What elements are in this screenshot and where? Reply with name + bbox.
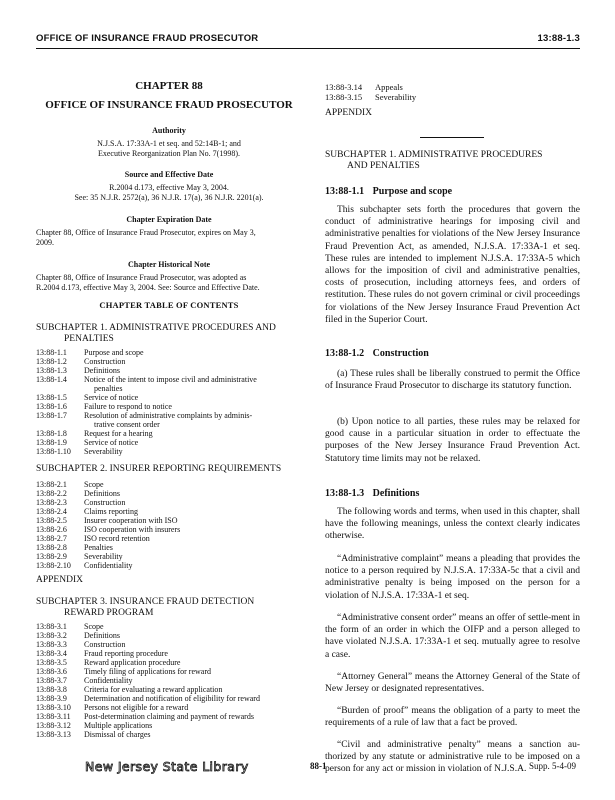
toc-item — [36, 676, 302, 685]
toc-item-number: 13:88-2.8 — [36, 543, 67, 552]
toc-subchapter-1-list — [36, 348, 302, 456]
toc-item — [36, 631, 302, 640]
toc-subchapter-3-line: SUBCHAPTER 3. INSURANCE FRAUD DETECTION — [36, 597, 255, 607]
toc-item-title-line: Notice of the intent to impose civil and administrative — [84, 375, 257, 384]
toc-item — [36, 525, 302, 534]
supplement-date: Supp. 5-4-09 — [529, 761, 576, 771]
toc-item-number: 13:88-3.2 — [36, 631, 67, 640]
page-footer — [0, 757, 615, 777]
section-1-3-paragraph: The following words and terms, when used in this chapter, shall have the following meanings, unless the context clearly indicates otherwise. — [325, 507, 580, 542]
toc-item — [36, 534, 302, 543]
section-number: 13:88-1.2 — [325, 348, 365, 359]
authority-line: N.J.S.A. 17:33A-1 et seq. and 52:14B-1; and — [97, 139, 241, 148]
toc-item-number: 13:88-2.2 — [36, 489, 67, 498]
toc-item-number: 13:88-1.6 — [36, 402, 67, 411]
toc-item — [36, 712, 302, 721]
toc-item-title: Insurer cooperation with ISO — [84, 516, 178, 525]
toc-subchapter-1-line: SUBCHAPTER 1. ADMINISTRATIVE PROCEDURES AND — [36, 323, 276, 333]
toc-item-number: 13:88-3.9 — [36, 694, 67, 703]
header-title: OFFICE OF INSURANCE FRAUD PROSECUTOR — [36, 33, 259, 44]
toc-item-title: Persons not eligible for a reward — [84, 703, 189, 712]
toc-item — [36, 429, 302, 438]
toc-item-title: Scope — [84, 622, 104, 631]
toc-item — [36, 507, 302, 516]
toc-item-title: Construction — [84, 640, 126, 649]
expiration-line: Chapter 88, Office of Insurance Fraud Prosecutor, expires on May 3, — [36, 228, 256, 237]
toc-item-number: 13:88-3.5 — [36, 658, 67, 667]
toc-item — [36, 375, 302, 393]
toc-item-title: Request for a hearing — [84, 429, 153, 438]
toc-item-title: Dismissal of charges — [84, 730, 151, 739]
toc-item — [36, 561, 302, 570]
toc-item-title-line: Resolution of administrative complaints by adminis- — [84, 411, 253, 420]
toc-item-title: Severability — [84, 552, 123, 561]
toc-item — [36, 480, 302, 489]
toc-item-number: 13:88-3.8 — [36, 685, 67, 694]
toc-item-title: Definitions — [84, 366, 120, 375]
source-text — [36, 183, 302, 203]
section-1-1-paragraph: This subchapter sets forth the procedures that govern the conduct of administrative hearings for imposing civil and administrative penalties for violations of the New Jersey Insurance Fraud Prevention Act, as amended, N.J.S.A. 17:33A-1 et seq. These rules are intended to implement N.J.S.A. 17:33A-5 which allows for the imposition of civil and administrative penalties, costs of prosecution, including attorneys fees, and orders of restitution. These rules do not govern criminal or civil proceedings for violations of the New Jersey Insurance Fraud Prevention Act filed in the Superior Court. — [325, 205, 580, 325]
toc-item — [36, 552, 302, 561]
toc-item-title — [84, 375, 302, 393]
toc-item-number: 13:88-3.7 — [36, 676, 67, 685]
chapter-number: CHAPTER 88 — [135, 80, 203, 92]
toc-item — [36, 640, 302, 649]
toc-item — [36, 498, 302, 507]
toc-item-number: 13:88-1.3 — [36, 366, 67, 375]
toc-item-number: 13:88-1.4 — [36, 375, 67, 384]
section-1-2-heading — [325, 348, 580, 359]
section-title: Purpose and scope — [372, 186, 453, 197]
toc-item-title: Claims reporting — [84, 507, 138, 516]
toc-item-number: 13:88-2.3 — [36, 498, 67, 507]
toc-item-number: 13:88-2.4 — [36, 507, 67, 516]
source-line: R.2004 d.173, effective May 3, 2004. — [109, 183, 229, 192]
definition-civil-administrative-penalty: “Civil and administrative penalty” means a sanction au-thorized by any statute or administrative rule to be imposed on a person for any act or mission in violation of N.J.S.A. — [325, 740, 580, 775]
section-divider — [420, 137, 484, 138]
authority-line: Executive Reorganization Plan No. 7(1998). — [97, 149, 241, 158]
toc-item-number: 13:88-2.7 — [36, 534, 67, 543]
section-number: 13:88-1.1 — [325, 186, 365, 197]
toc-subchapter-1-line: PENALTIES — [64, 334, 114, 344]
toc-subchapter-3-heading — [36, 597, 302, 619]
toc-item-title: Service of notice — [84, 438, 139, 447]
toc-item-number: 13:88-2.9 — [36, 552, 67, 561]
toc-item-number: 13:88-3.3 — [36, 640, 67, 649]
source-heading: Source and Effective Date — [124, 170, 214, 179]
toc-item-number: 13:88-1.5 — [36, 393, 67, 402]
toc-subchapter-2-appendix: APPENDIX — [36, 575, 83, 585]
toc-item-title — [84, 411, 302, 429]
header-section-number: 13:88-1.3 — [537, 33, 580, 44]
toc-item-title: Purpose and scope — [84, 348, 144, 357]
toc-item-title: Reward application procedure — [84, 658, 181, 667]
toc-item — [36, 685, 302, 694]
toc-item — [325, 92, 580, 102]
toc-item — [36, 402, 302, 411]
toc-item-title: Definitions — [84, 489, 120, 498]
header-rule — [36, 48, 580, 49]
definition-burden-of-proof: “Burden of proof” means the obligation of a party to meet the requirements of a rule of law that a fact be proved. — [325, 706, 580, 729]
expiration-line: 2009. — [36, 238, 54, 247]
toc-item-title: Confidentiality — [84, 676, 133, 685]
toc-item — [36, 694, 302, 703]
toc-item — [36, 649, 302, 658]
toc-item-number: 13:88-2.10 — [36, 561, 71, 570]
toc-item-number: 13:88-3.6 — [36, 667, 67, 676]
definition-administrative-complaint: “Administrative complaint” means a pleading that provides the notice to a person required by N.J.S.A. 17:33A-5c that a civil and administrative penalty is being imposed on the person for a violation of N.J.S.A. 17:33A-1 et seq. — [325, 554, 580, 601]
toc-item-number: 13:88-3.12 — [36, 721, 71, 730]
toc-item-title: Post-determination claiming and payment of rewards — [84, 712, 254, 721]
toc-item — [36, 543, 302, 552]
toc-item-number: 13:88-1.9 — [36, 438, 67, 447]
toc-item-title: Severability — [84, 447, 123, 456]
toc-item — [36, 730, 302, 739]
section-1-3-heading — [325, 488, 580, 499]
toc-item-number: 13:88-3.4 — [36, 649, 67, 658]
toc-item — [36, 357, 302, 366]
toc-item-title: ISO record retention — [84, 534, 150, 543]
section-1-2-paragraph-a: (a) These rules shall be liberally construed to permit the Office of Insurance Fraud Prosecutor to discharge its statutory function. — [325, 369, 580, 392]
running-header — [36, 33, 580, 47]
toc-item-title: Determination and notification of eligibility for reward — [84, 694, 260, 703]
toc-item — [36, 447, 302, 456]
subchapter-1-heading-line: AND PENALTIES — [347, 161, 420, 171]
toc-item-title: Confidentiality — [84, 561, 133, 570]
section-title: Definitions — [372, 488, 420, 499]
toc-item — [36, 393, 302, 402]
toc-item-title: Construction — [84, 357, 126, 366]
section-number: 13:88-1.3 — [325, 488, 365, 499]
section-1-1-heading — [325, 186, 580, 197]
toc-subchapter-2-list — [36, 480, 302, 570]
toc-item — [36, 721, 302, 730]
toc-item — [36, 622, 302, 631]
toc-item-number: 13:88-3.15 — [325, 92, 363, 102]
subchapter-1-heading — [325, 150, 580, 172]
authority-text — [36, 139, 302, 159]
toc-item — [325, 82, 580, 92]
toc-item-number: 13:88-1.1 — [36, 348, 67, 357]
historical-text — [36, 273, 302, 293]
toc-item-title: Fraud reporting procedure — [84, 649, 168, 658]
historical-line: R.2004 d.173, effective May 3, 2004. See: Source and Effective Date. — [36, 283, 260, 292]
toc-subchapter-1-heading — [36, 323, 302, 345]
toc-item-title: Criteria for evaluating a reward application — [84, 685, 223, 694]
toc-item-title-line: trative consent order — [94, 420, 160, 429]
historical-heading: Chapter Historical Note — [127, 260, 211, 269]
toc-item — [36, 411, 302, 429]
subchapter-1-heading-line: SUBCHAPTER 1. ADMINISTRATIVE PROCEDURES — [325, 150, 543, 160]
toc-item-number: 13:88-2.1 — [36, 480, 67, 489]
toc-item-title: Scope — [84, 480, 104, 489]
section-1-2-paragraph-b: (b) Upon notice to all parties, these rules may be relaxed for good cause in a particular situation in order to effectuate the purposes of the New Jersey Insurance Fraud Prevention Act. Statutory time limits may not be relaxed. — [325, 417, 580, 464]
toc-item-number: 13:88-1.2 — [36, 357, 67, 366]
toc-item-title: Definitions — [84, 631, 120, 640]
definition-attorney-general: “Attorney General” means the Attorney General of the State of New Jersey or designated representatives. — [325, 672, 580, 695]
chapter-name: OFFICE OF INSURANCE FRAUD PROSECUTOR — [45, 99, 293, 111]
toc-subchapter-3-list — [36, 622, 302, 739]
toc-title: CHAPTER TABLE OF CONTENTS — [99, 300, 239, 310]
toc-item — [36, 703, 302, 712]
toc-item-number: 13:88-3.10 — [36, 703, 71, 712]
section-title: Construction — [372, 348, 429, 359]
toc-item-number: 13:88-2.6 — [36, 525, 67, 534]
toc-item-number: 13:88-1.10 — [36, 447, 71, 456]
toc-item — [36, 658, 302, 667]
toc-item-number: 13:88-2.5 — [36, 516, 67, 525]
toc-item-title: Penalties — [84, 543, 113, 552]
toc-item — [36, 438, 302, 447]
toc-item-title: Severability — [375, 92, 417, 102]
toc-item-title: Failure to respond to notice — [84, 402, 172, 411]
toc-item-title: Service of notice — [84, 393, 139, 402]
toc-item — [36, 489, 302, 498]
toc-subchapter-3-line: REWARD PROGRAM — [64, 608, 154, 618]
toc-item — [36, 667, 302, 676]
toc-item-title: Construction — [84, 498, 126, 507]
authority-heading: Authority — [152, 126, 186, 135]
toc-item — [36, 516, 302, 525]
toc-item-number: 13:88-3.11 — [36, 712, 71, 721]
toc-item-title: ISO cooperation with insurers — [84, 525, 181, 534]
toc-item — [36, 366, 302, 375]
toc-item-number: 13:88-3.1 — [36, 622, 67, 631]
toc-subchapter-2-heading: SUBCHAPTER 2. INSURER REPORTING REQUIREMENTS — [36, 464, 282, 474]
toc-item — [36, 348, 302, 357]
toc-subchapter-3-continued — [325, 82, 580, 102]
toc-item-title: Timely filing of applications for reward — [84, 667, 212, 676]
historical-line: Chapter 88, Office of Insurance Fraud Prosecutor, was adopted as — [36, 273, 247, 282]
toc-item-number: 13:88-1.8 — [36, 429, 67, 438]
toc-item-title: Multiple applications — [84, 721, 153, 730]
definition-administrative-consent-order: “Administrative consent order” means an offer of settle-ment in the form of an order in which the OIFP and a person alleged to have violated N.J.S.A. 17:33A-1 et seq. mutually agree to resolve a case. — [325, 613, 580, 660]
page-number: 88-1 — [310, 761, 327, 771]
library-watermark: New Jersey State Library — [85, 759, 249, 774]
toc-item-number: 13:88-3.13 — [36, 730, 71, 739]
toc-item-title-line: penalties — [94, 384, 123, 393]
toc-item-number: 13:88-3.14 — [325, 82, 363, 92]
source-line: See: 35 N.J.R. 2572(a), 36 N.J.R. 17(a), 36 N.J.R. 2201(a). — [74, 193, 264, 202]
expiration-text — [36, 228, 302, 248]
toc-item-number: 13:88-1.7 — [36, 411, 67, 420]
toc-subchapter-3-appendix: APPENDIX — [325, 108, 372, 118]
expiration-heading: Chapter Expiration Date — [126, 215, 212, 224]
toc-item-title: Appeals — [375, 82, 403, 92]
